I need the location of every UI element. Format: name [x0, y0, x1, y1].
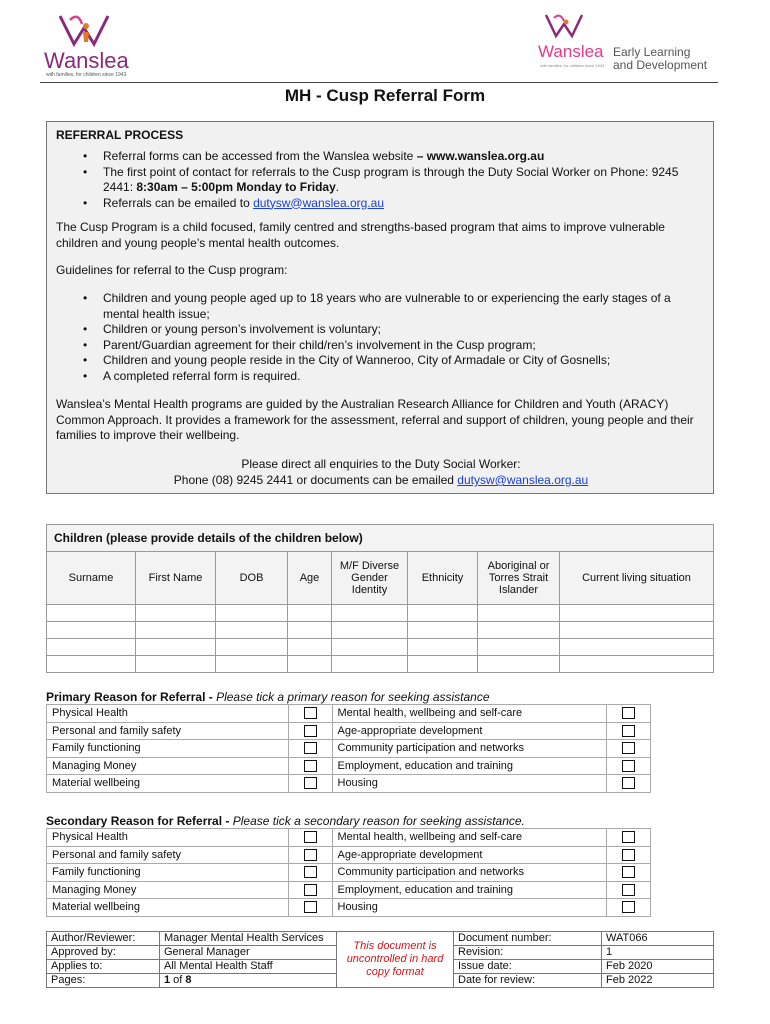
document-footer-table	[46, 931, 714, 988]
footer-doc-value: WAT066	[602, 932, 714, 946]
primary-housing-checkbox[interactable]	[622, 777, 635, 789]
cell-input[interactable]	[332, 639, 408, 656]
referral-process-heading: REFERRAL PROCESS	[56, 128, 184, 142]
page-count	[160, 974, 337, 988]
cell-input[interactable]	[560, 622, 714, 639]
bullet-text: The first point of contact for referrals to the Cusp program is through the Duty Social Worker on Phone: 9245 2441:	[103, 164, 679, 194]
reason-label: Age-appropriate development	[332, 722, 607, 740]
reason-label: Personal and family safety	[47, 846, 289, 864]
guideline-item: • A completed referral form is required.	[56, 369, 706, 385]
reason-label: Managing Money	[47, 757, 289, 775]
cell-input[interactable]	[136, 656, 216, 673]
children-table	[46, 524, 714, 673]
cell-input[interactable]	[47, 622, 136, 639]
cell-input[interactable]	[136, 622, 216, 639]
children-row[interactable]	[47, 639, 714, 656]
cell-input[interactable]	[560, 639, 714, 656]
aracy-paragraph: Wanslea’s Mental Health programs are guided by the Australian Research Alliance for Children and Youth (ARACY) Common Approach. It provides a framework for the assessment, referral and support of children, young people and their families to improve their wellbeing.	[56, 397, 694, 442]
primary-family-functioning-checkbox[interactable]	[304, 742, 317, 754]
cell-input[interactable]	[136, 605, 216, 622]
process-bullet	[56, 165, 706, 196]
right-logo-brand: Wanslea	[538, 42, 604, 61]
cell-input[interactable]	[408, 639, 478, 656]
cell-input[interactable]	[408, 656, 478, 673]
col-header: Surname	[47, 552, 136, 605]
guideline-item: • Children or young person’s involvement is voluntary;	[56, 322, 706, 338]
col-header: Aboriginal or Torres Strait Islander	[478, 552, 560, 605]
cell-input[interactable]	[408, 605, 478, 622]
col-header: Current living situation	[560, 552, 714, 605]
footer-doc-label: Issue date:	[454, 960, 602, 974]
guideline-item: • Parent/Guardian agreement for their child/ren’s involvement in the Cusp program;	[56, 338, 706, 354]
reason-label: Mental health, wellbeing and self-care	[332, 829, 607, 847]
reason-label: Family functioning	[47, 740, 289, 758]
reason-row	[47, 899, 651, 917]
page-total: 8	[185, 974, 192, 986]
primary-material-checkbox[interactable]	[304, 777, 317, 789]
guidelines-heading: Guidelines for referral to the Cusp program:	[56, 263, 288, 277]
children-row[interactable]	[47, 622, 714, 639]
reason-row	[47, 846, 651, 864]
primary-community-checkbox[interactable]	[622, 742, 635, 754]
enquiries-line-2	[47, 473, 715, 489]
footer-value: All Mental Health Staff	[160, 960, 337, 974]
reason-label: Community participation and networks	[332, 864, 607, 882]
cell-input[interactable]	[136, 639, 216, 656]
cell-input[interactable]	[478, 605, 560, 622]
bullet-text: Referrals can be emailed to	[103, 195, 254, 210]
primary-title-italic: Please tick a primary reason for seeking assistance	[216, 690, 490, 704]
secondary-physical-health-checkbox[interactable]	[304, 831, 317, 843]
cell-input[interactable]	[288, 605, 332, 622]
primary-mental-health-checkbox[interactable]	[622, 707, 635, 719]
header-divider	[40, 82, 718, 83]
enquiries-line-1: Please direct all enquiries to the Duty Social Worker:	[241, 457, 521, 471]
cell-input[interactable]	[216, 639, 288, 656]
reason-row	[47, 775, 651, 793]
primary-reason-table	[46, 704, 651, 793]
reason-label: Age-appropriate development	[332, 846, 607, 864]
footer-doc-label: Revision:	[454, 946, 602, 960]
reason-label: Physical Health	[47, 705, 289, 723]
left-logo-tagline: with families, for children since 1943	[46, 72, 127, 78]
reason-label: Material wellbeing	[47, 775, 289, 793]
children-header-row	[47, 552, 714, 605]
guidelines-list	[56, 291, 706, 384]
wanslea-logo-mark-right-icon	[542, 12, 602, 42]
primary-family-safety-checkbox[interactable]	[304, 725, 317, 737]
process-bullet	[56, 196, 706, 212]
footer-label: Approved by:	[47, 946, 160, 960]
cell-input[interactable]	[216, 622, 288, 639]
guideline-item: • Children and young people aged up to 18 years who are vulnerable to or experiencing the early stages of a mental health issue;	[56, 291, 706, 322]
footer-doc-value: Feb 2020	[602, 960, 714, 974]
reason-row	[47, 740, 651, 758]
reason-label: Housing	[332, 899, 607, 917]
reason-label: Housing	[332, 775, 607, 793]
reason-label: Community participation and networks	[332, 740, 607, 758]
footer-doc-label: Document number:	[454, 932, 602, 946]
enquiries-email-link[interactable]: dutysw@wanslea.org.au	[457, 473, 589, 487]
secondary-mental-health-checkbox[interactable]	[622, 831, 635, 843]
primary-reason-title	[46, 690, 490, 704]
footer-label: Pages:	[47, 974, 160, 988]
primary-title-bold: Primary Reason for Referral -	[46, 690, 217, 704]
referral-process-box	[46, 121, 714, 494]
reason-row	[47, 705, 651, 723]
primary-physical-health-checkbox[interactable]	[304, 707, 317, 719]
page-title: MH - Cusp Referral Form	[284, 86, 486, 105]
reason-label: Mental health, wellbeing and self-care	[332, 705, 607, 723]
page-current: 1	[164, 974, 171, 986]
footer-doc-value: Feb 2022	[602, 974, 714, 988]
guideline-item: • Children and young people reside in the City of Wanneroo, City of Armadale or City of Gosnells;	[56, 353, 706, 369]
secondary-material-checkbox[interactable]	[304, 901, 317, 913]
cell-input[interactable]	[332, 622, 408, 639]
footer-doc-value: 1	[602, 946, 714, 960]
wanslea-logo-left	[42, 10, 142, 78]
secondary-community-checkbox[interactable]	[622, 866, 635, 878]
reason-row	[47, 881, 651, 899]
process-bullet-list	[56, 149, 706, 211]
cell-input[interactable]	[478, 639, 560, 656]
reason-row	[47, 829, 651, 847]
secondary-money-checkbox[interactable]	[304, 884, 317, 896]
cell-input[interactable]	[288, 639, 332, 656]
secondary-title-italic: Please tick a secondary reason for seeking assistance.	[232, 814, 525, 828]
page-of: of	[170, 974, 186, 986]
footer-value: General Manager	[160, 946, 337, 960]
secondary-employment-checkbox[interactable]	[622, 884, 635, 896]
reason-label: Employment, education and training	[332, 757, 607, 775]
right-logo-tagline: with families, for children since 1943	[540, 63, 605, 68]
program-intro: The Cusp Program is a child focused, family centred and strengths-based program that aims to improve vulnerable children and young people’s mental health outcomes.	[56, 220, 665, 250]
right-logo-line1: Early Learning	[613, 45, 691, 59]
cell-input[interactable]	[560, 656, 714, 673]
col-header: Ethnicity	[408, 552, 478, 605]
primary-employment-checkbox[interactable]	[622, 760, 635, 772]
cell-input[interactable]	[560, 605, 714, 622]
cell-input[interactable]	[47, 656, 136, 673]
col-header: First Name	[136, 552, 216, 605]
enquiries-text: Phone (08) 9245 2441 or documents can be emailed	[173, 473, 458, 487]
secondary-family-functioning-checkbox[interactable]	[304, 866, 317, 878]
cell-input[interactable]	[332, 605, 408, 622]
children-row[interactable]	[47, 605, 714, 622]
process-bullet	[56, 149, 706, 165]
footer-doc-label: Date for review:	[454, 974, 602, 988]
reason-label: Personal and family safety	[47, 722, 289, 740]
secondary-housing-checkbox[interactable]	[622, 901, 635, 913]
col-header: Age	[288, 552, 332, 605]
cell-input[interactable]	[332, 656, 408, 673]
col-header: DOB	[216, 552, 288, 605]
duty-email-link[interactable]: dutysw@wanslea.org.au	[253, 195, 384, 210]
cell-input[interactable]	[47, 639, 136, 656]
footer-label: Author/Reviewer:	[47, 932, 160, 946]
children-row[interactable]	[47, 656, 714, 673]
left-logo-brand: Wanslea	[44, 48, 129, 73]
wanslea-logo-right	[536, 12, 716, 78]
reason-label: Employment, education and training	[332, 881, 607, 899]
reason-row	[47, 757, 651, 775]
primary-age-development-checkbox[interactable]	[622, 725, 635, 737]
reason-label: Family functioning	[47, 864, 289, 882]
reason-row	[47, 864, 651, 882]
primary-money-checkbox[interactable]	[304, 760, 317, 772]
bullet-bold-text: 8:30am – 5:00pm Monday to Friday	[136, 180, 336, 194]
cell-input[interactable]	[288, 622, 332, 639]
bullet-suffix: .	[335, 180, 340, 194]
cell-input[interactable]	[478, 656, 560, 673]
secondary-reason-table	[46, 828, 651, 917]
reason-label: Material wellbeing	[47, 899, 289, 917]
reason-label: Physical Health	[47, 829, 289, 847]
right-logo-line2: and Development	[613, 58, 708, 72]
bullet-bold-text: – www.wanslea.org.au	[416, 149, 545, 163]
footer-value: Manager Mental Health Services	[160, 932, 337, 946]
cell-input[interactable]	[288, 656, 332, 673]
footer-label: Applies to:	[47, 960, 160, 974]
children-table-title: Children (please provide details of the children below)	[47, 525, 714, 552]
cell-input[interactable]	[47, 605, 136, 622]
cell-input[interactable]	[408, 622, 478, 639]
cell-input[interactable]	[216, 605, 288, 622]
secondary-family-safety-checkbox[interactable]	[304, 849, 317, 861]
cell-input[interactable]	[216, 656, 288, 673]
secondary-title-bold: Secondary Reason for Referral -	[46, 814, 233, 828]
cell-input[interactable]	[478, 622, 560, 639]
reason-label: Managing Money	[47, 881, 289, 899]
secondary-reason-title	[46, 814, 525, 828]
reason-row	[47, 722, 651, 740]
uncontrolled-notice: This document is uncontrolled in hard copy format	[337, 932, 454, 988]
bullet-text: Referral forms can be accessed from the Wanslea website	[103, 149, 417, 163]
col-header: M/F Diverse Gender Identity	[332, 552, 408, 605]
secondary-age-development-checkbox[interactable]	[622, 849, 635, 861]
